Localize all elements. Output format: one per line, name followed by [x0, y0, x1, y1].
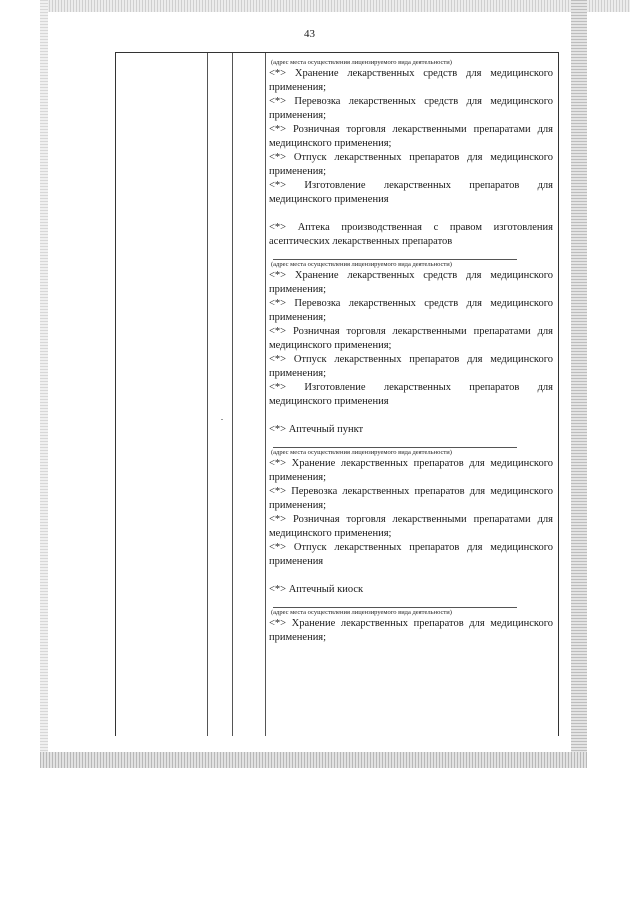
section-pharmacy-continued	[269, 59, 553, 207]
activity-item: <*> Хранение лекарственных средств для медицинского применения;	[269, 270, 553, 295]
address-caption: (адрес места осуществления лицензируемого вида деятельности)	[271, 261, 452, 268]
table-column-divider	[207, 53, 208, 736]
address-caption: (адрес места осуществления лицензируемого вида деятельности)	[271, 609, 452, 616]
activity-item: <*> Хранение лекарственных препаратов для медицинского применения;	[269, 458, 553, 483]
activity-item: <*> Розничная торговля лекарственными препаратами для медицинского применения;	[269, 124, 553, 149]
address-line	[273, 259, 517, 260]
pharmacy-type-title: <*> Аптечный пункт	[269, 424, 364, 435]
activity-item: <*> Изготовление лекарственных препаратов для медицинского применения	[269, 180, 553, 205]
address-line	[273, 607, 517, 608]
activity-item: <*> Отпуск лекарственных препаратов для медицинского применения	[269, 542, 553, 567]
section-pharmacy-kiosk	[269, 583, 553, 645]
activity-item: <*> Перевозка лекарственных средств для медицинского применения;	[269, 96, 553, 121]
section-production-pharmacy	[269, 221, 553, 409]
address-caption: (адрес места осуществления лицензируемого вида деятельности)	[271, 449, 452, 456]
activity-column	[265, 53, 557, 645]
scan-speck	[221, 419, 223, 420]
scan-edge-right	[571, 0, 587, 766]
address-caption: (адрес места осуществления лицензируемого вида деятельности)	[271, 59, 452, 66]
section-pharmacy-point	[269, 423, 553, 569]
table-column-divider	[232, 53, 233, 736]
activity-item: <*> Отпуск лекарственных препаратов для медицинского применения;	[269, 152, 553, 177]
license-table	[115, 52, 559, 736]
address-line	[273, 447, 517, 448]
activity-item: <*> Перевозка лекарственных препаратов для медицинского применения;	[269, 486, 553, 511]
scan-edge-bottom	[40, 752, 587, 768]
activity-item: <*> Розничная торговля лекарственными препаратами для медицинского применения;	[269, 514, 553, 539]
scan-edge-top	[40, 0, 630, 12]
activity-item: <*> Хранение лекарственных препаратов для медицинского применения;	[269, 618, 553, 643]
document-page	[48, 12, 571, 752]
activity-item: <*> Розничная торговля лекарственными препаратами для медицинского применения;	[269, 326, 553, 351]
pharmacy-type-title: <*> Аптечный киоск	[269, 584, 364, 595]
activity-item: <*> Изготовление лекарственных препаратов для медицинского применения	[269, 382, 553, 407]
page-number: 43	[304, 28, 315, 40]
activity-item: <*> Отпуск лекарственных препаратов для медицинского применения;	[269, 354, 553, 379]
scan-edge-left	[40, 0, 48, 766]
pharmacy-type-title: <*> Аптека производственная с правом изготовления асептических лекарственных препаратов	[269, 222, 553, 247]
activity-item: <*> Перевозка лекарственных средств для медицинского применения;	[269, 298, 553, 323]
activity-item: <*> Хранение лекарственных средств для медицинского применения;	[269, 68, 553, 93]
